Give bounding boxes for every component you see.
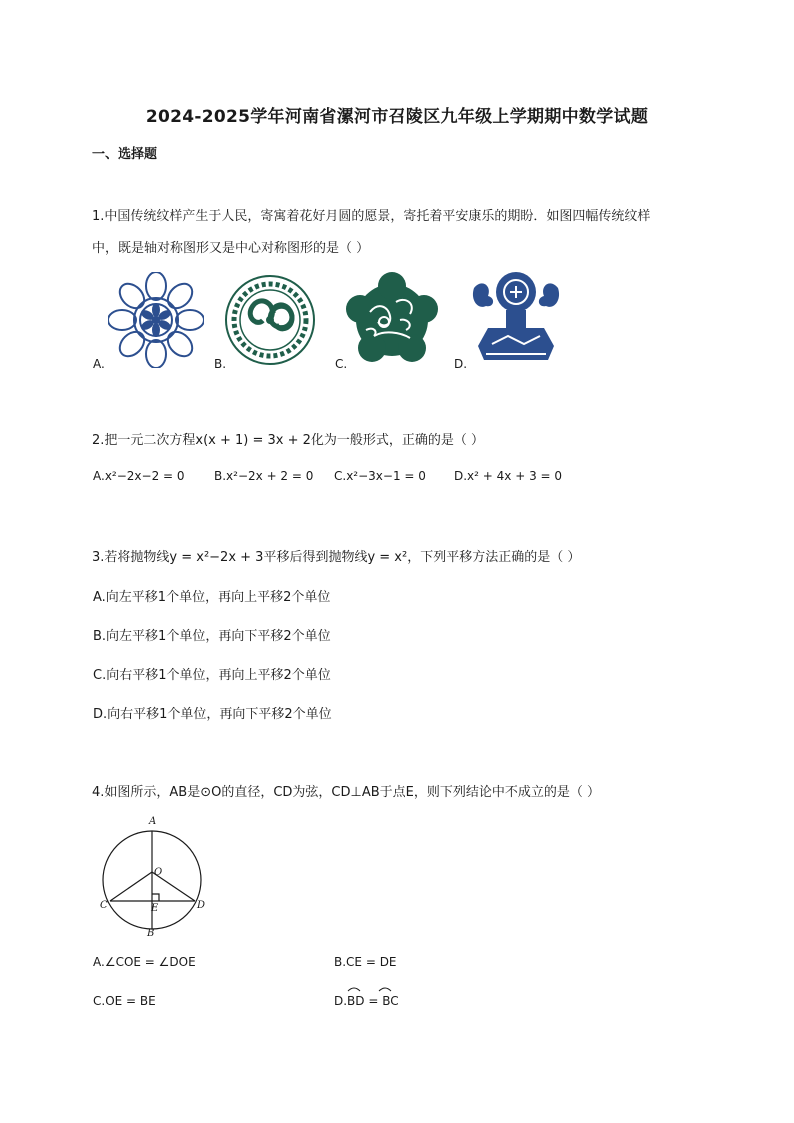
pattern-c-medallion-icon [344,272,440,368]
q4-option-c[interactable]: C.OE = BE [93,994,156,1008]
q2-option-d[interactable]: D.x² + 4x + 3 = 0 [454,469,563,483]
label-point-c: C [100,900,108,911]
q4-option-d[interactable]: D.BD = BC [334,994,399,1008]
q3-option-a[interactable]: A.向左平移1个单位，再向上平移2个单位 [93,590,331,605]
pattern-a-lotus-icon [108,272,204,368]
page-title: 2024-2025学年河南省漯河市召陵区九年级上学期期中数学试题 [145,107,649,127]
q2-stem: 2.把一元二次方程x(x + 1) = 3x + 2化为一般形式，正确的是（ ） [92,433,485,448]
label-point-a: A [149,816,157,827]
q1-option-d[interactable]: D. [454,357,468,371]
q4-stem: 4.如图所示，AB是⊙O的直径，CD为弦，CD⊥AB于点E，则下列结论中不成立的是（ ） [92,785,600,800]
q4-option-a[interactable]: A.∠COE = ∠DOE [93,955,196,969]
label-point-b: B [147,928,155,939]
q3-stem: 3.若将抛物线y = x²−2x + 3平移后得到抛物线y = x²，下列平移方法正确的是（ ） [92,550,581,565]
q3-option-b[interactable]: B.向左平移1个单位，再向下平移2个单位 [93,629,331,644]
pattern-d-ornament-icon [468,270,564,368]
label-point-d: D [197,900,206,911]
label-point-e: E [151,903,159,914]
section-heading: 一、选择题 [92,147,158,162]
label-point-o: O [154,867,163,878]
q2-option-c[interactable]: C.x²−3x−1 = 0 [334,469,426,483]
q1-stem-line1: 1.中国传统纹样产生于人民，寄寓着花好月圆的愿景，寄托着平安康乐的期盼．如图四幅传统纹样 [92,209,651,224]
q1-option-b[interactable]: B. [214,357,227,371]
circle-geometry-figure [96,812,216,940]
q4-option-b[interactable]: B.CE = DE [334,955,397,969]
q2-option-b[interactable]: B.x²−2x + 2 = 0 [214,469,314,483]
q1-stem-line2: 中，既是轴对称图形又是中心对称图形的是（ ） [92,241,370,256]
pattern-b-spiral-icon [222,272,318,368]
q3-option-d[interactable]: D.向右平移1个单位，再向下平移2个单位 [93,707,332,722]
arc-marks-icon [345,985,393,993]
q3-option-c[interactable]: C.向右平移1个单位，再向上平移2个单位 [93,668,331,683]
q2-option-a[interactable]: A.x²−2x−2 = 0 [93,469,185,483]
q1-option-c[interactable]: C. [335,357,348,371]
q1-option-a[interactable]: A. [93,357,105,371]
